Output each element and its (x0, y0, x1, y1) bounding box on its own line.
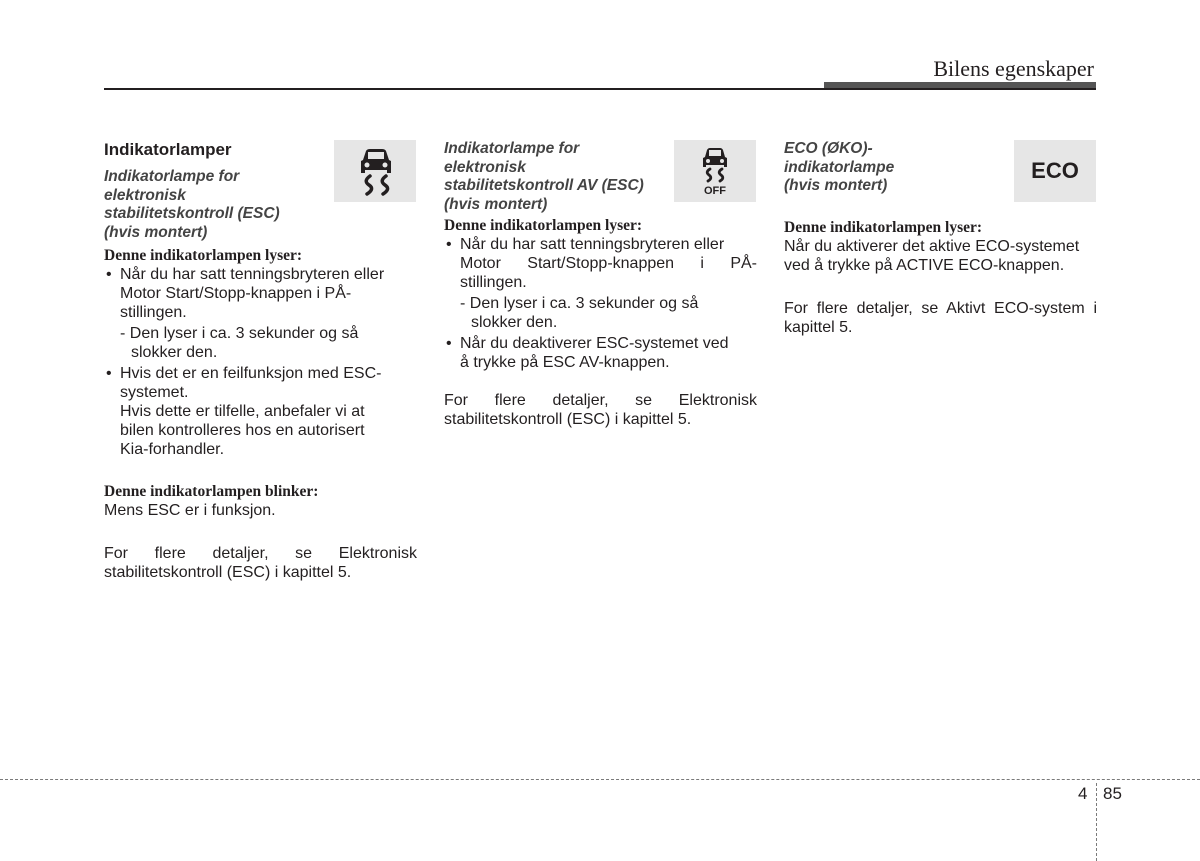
text-line: For flere detaljer, se Elektronisk (444, 392, 757, 409)
subtitle-line: (hvis montert) (444, 195, 548, 213)
text-line: stabilitetskontroll (ESC) i kapittel 5. (444, 411, 692, 428)
subtitle-line: stabilitetskontroll AV (ESC) (444, 177, 644, 194)
text-line: ved å trykke på ACTIVE ECO-knappen. (784, 256, 1065, 274)
text-line: • Hvis det er en feilfunksjon med ESC- (120, 365, 382, 382)
subtitle-line: Indikatorlampe for (104, 168, 240, 185)
text-line: stabilitetskontroll (ESC) i kapittel 5. (104, 564, 352, 581)
subtitle-line: indikatorlampe (784, 158, 895, 176)
text-line: - Den lyser i ca. 3 sekunder og så (460, 295, 699, 312)
text-line: systemet. (120, 384, 189, 401)
more-info (444, 391, 757, 429)
text-line: å trykke på ESC AV-knappen. (460, 354, 670, 371)
text-line: kapittel 5. (784, 318, 853, 336)
list-item (104, 265, 417, 362)
column-esc (104, 140, 417, 582)
text-line: - Den lyser i ca. 3 sekunder og så (120, 325, 359, 342)
more-info (784, 299, 1097, 337)
eco-label: ECO (1031, 158, 1079, 183)
text-line: slokker den. (471, 314, 558, 331)
sub-item (120, 324, 417, 362)
text-line: • Når du deaktiverer ESC-systemet ved (460, 335, 729, 352)
column-eco (784, 140, 1097, 337)
text-line: For flere detaljer, se Elektronisk (104, 545, 417, 562)
subtitle-line: stabilitetskontroll (ESC) (104, 205, 280, 222)
subtitle-line: elektronisk (444, 158, 526, 176)
text-line: stillingen. (460, 274, 527, 291)
esc-off-subtitle (444, 140, 757, 214)
text-line: Hvis dette er tilfelle, anbefaler vi at (120, 403, 365, 420)
list-item (444, 334, 757, 372)
text-line: Motor Start/Stopp-knappen i PÅ- (460, 255, 757, 272)
footer-divider (0, 779, 1200, 780)
lights-heading: Denne indikatorlampen lyser: (444, 217, 643, 234)
text-line: For flere detaljer, se Aktivt ECO-system i (784, 299, 1097, 317)
text-line: • Når du har satt tenningsbryteren eller (120, 266, 385, 283)
subtitle-line: ECO (ØKO)- (784, 140, 873, 157)
text-line: stillingen. (120, 304, 187, 321)
esc-off-label: OFF (704, 185, 726, 197)
subtitle-line: (hvis montert) (104, 223, 208, 241)
esc-subtitle (104, 168, 417, 242)
page-number: 85 (1103, 784, 1122, 803)
text-line: bilen kontrolleres hos en autorisert (120, 422, 365, 439)
blinks-text: Mens ESC er i funksjon. (104, 502, 276, 519)
list-item (104, 364, 417, 459)
lights-text (784, 237, 1097, 275)
subtitle-line: Indikatorlampe for (444, 140, 580, 157)
more-info (104, 544, 417, 582)
list-item (444, 235, 757, 332)
section-heading: Indikatorlamper (104, 140, 232, 159)
footer-vertical-divider (1096, 783, 1097, 861)
text-line: Motor Start/Stopp-knappen i PÅ- (120, 285, 352, 302)
chapter-number: 4 (1078, 784, 1088, 803)
subtitle-line: (hvis montert) (784, 177, 888, 194)
condition-list (104, 265, 417, 459)
lights-heading: Denne indikatorlampen lyser: (104, 247, 303, 264)
eco-subtitle (784, 140, 1097, 196)
text-line: Kia-forhandler. (120, 441, 225, 458)
subtitle-line: elektronisk (104, 186, 186, 204)
text-line: Når du aktiverer det aktive ECO-systemet (784, 237, 1080, 255)
text-line: • Når du har satt tenningsbryteren eller (460, 236, 725, 253)
condition-list (444, 235, 757, 372)
header-rule (104, 88, 1096, 90)
column-esc-off (444, 140, 757, 429)
sub-item (460, 294, 757, 332)
header-title: Bilens egenskaper (933, 56, 1094, 81)
text-line: slokker den. (131, 344, 218, 361)
blinks-heading: Denne indikatorlampen blinker: (104, 483, 319, 500)
lights-heading: Denne indikatorlampen lyser: (784, 218, 983, 236)
